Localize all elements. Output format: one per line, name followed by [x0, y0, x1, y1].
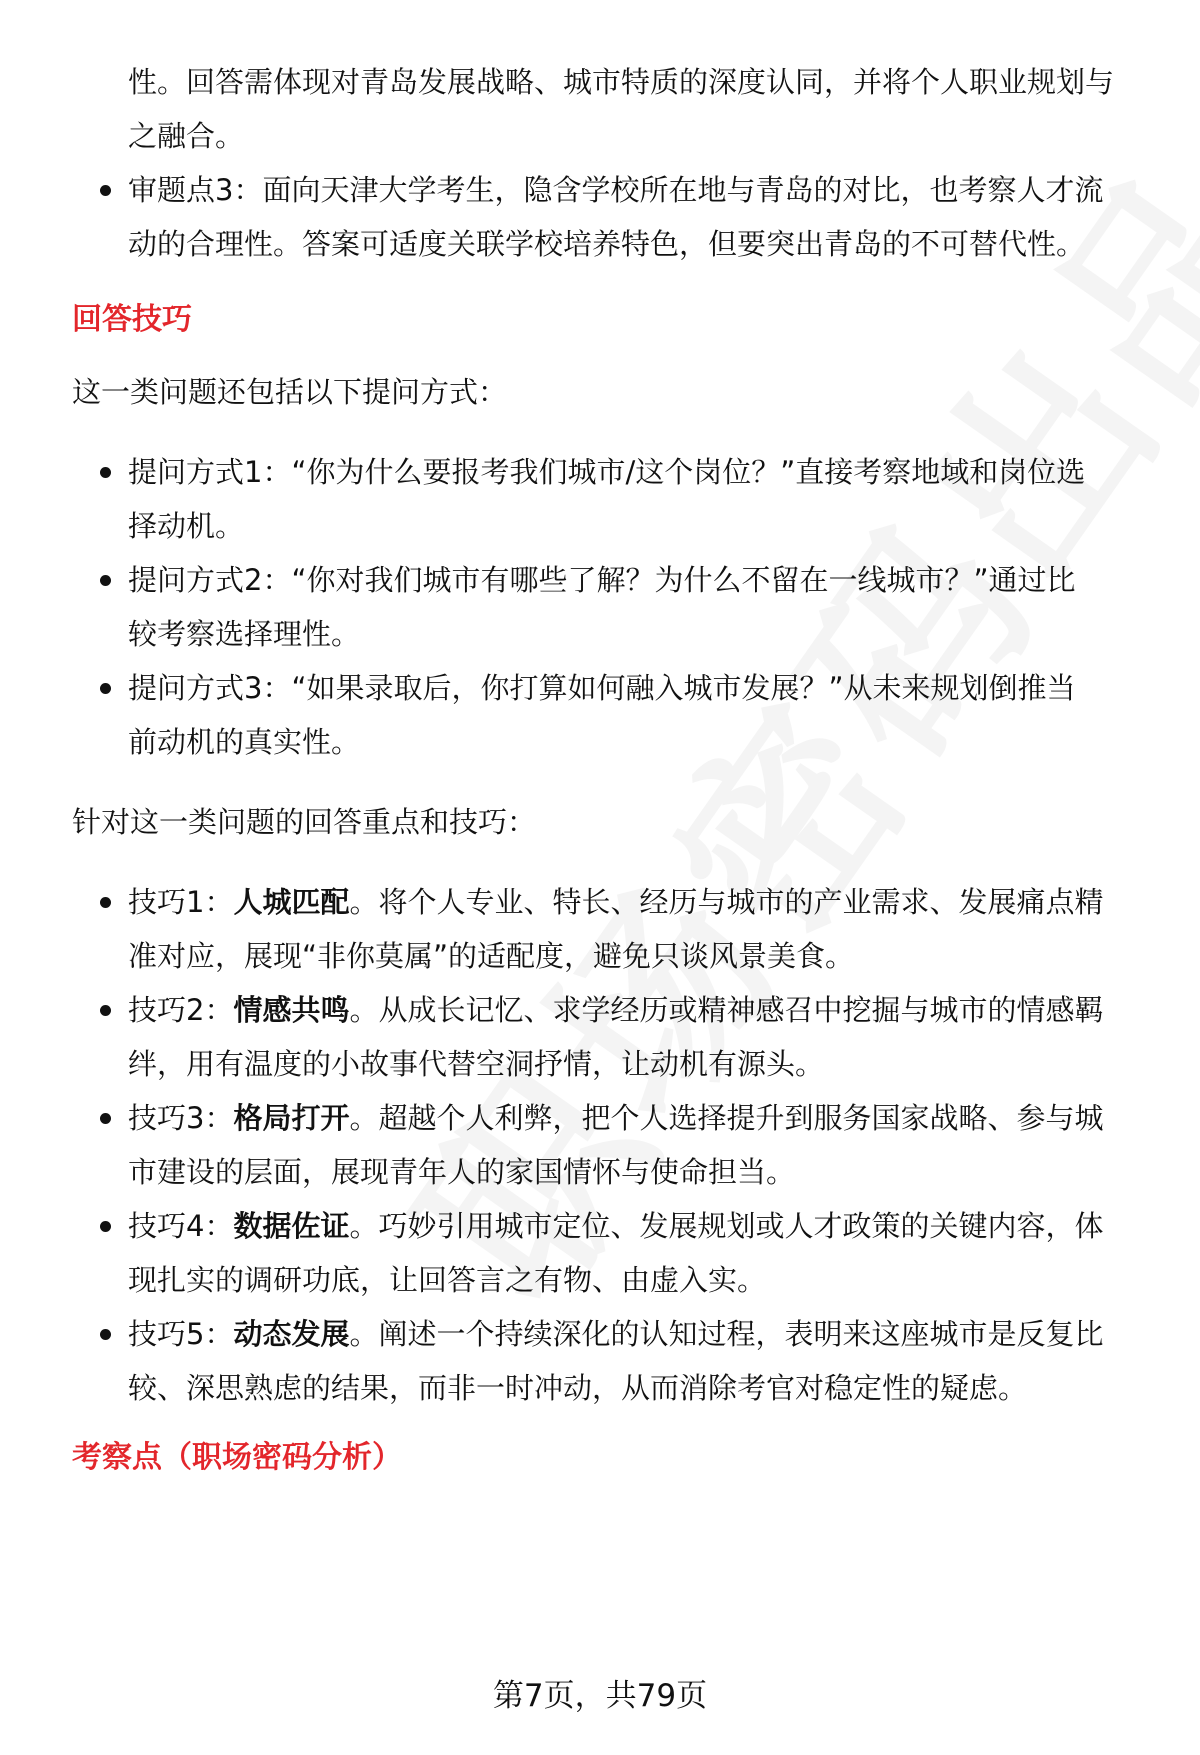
tips-intro: 这一类问题还包括以下提问方式： — [72, 375, 508, 409]
tip-item-2-line2: 绊，用有温度的小故事代替空洞抒情，让动机有源头。 — [128, 1047, 825, 1081]
bullet-dot — [100, 1329, 111, 1340]
tip-keyword: 数据佐证 — [233, 1209, 350, 1243]
tip-keyword: 人城匹配 — [233, 885, 350, 919]
tip-keyword: 格局打开 — [233, 1101, 350, 1135]
tip-text: 。超越个人利弊，把个人选择提升到服务国家战略、参与城 — [349, 1101, 1104, 1135]
bullet-dot — [100, 185, 111, 196]
tip-prefix: 技巧2： — [128, 993, 234, 1027]
section-heading-points: 考察点（职场密码分析） — [72, 1440, 402, 1475]
tip-item-3-line2: 市建设的层面，展现青年人的家国情怀与使命担当。 — [128, 1155, 796, 1189]
tip-prefix: 技巧4： — [128, 1209, 234, 1243]
bullet-dot — [100, 1113, 111, 1124]
tip-text: 。巧妙引用城市定位、发展规划或人才政策的关键内容，体 — [349, 1209, 1104, 1243]
tip-item-5-line1 — [128, 1314, 1103, 1354]
bullet-dot — [100, 683, 111, 694]
tip-item-5-line2: 较、深思熟虑的结果，而非一时冲动，从而消除考官对稳定性的疑虑。 — [128, 1371, 1028, 1405]
focus-intro: 针对这一类问题的回答重点和技巧： — [72, 805, 537, 839]
question-item-2-line2: 较考察选择理性。 — [128, 617, 361, 651]
paragraph-line: 性。回答需体现对青岛发展战略、城市特质的深度认同，并将个人职业规划与 — [128, 65, 1115, 99]
tip-prefix: 技巧3： — [128, 1101, 234, 1135]
tip-keyword: 动态发展 — [233, 1317, 350, 1351]
question-item-1-line1: 提问方式1：“你为什么要报考我们城市/这个岗位？”直接考察地域和岗位选 — [128, 455, 1086, 489]
tip-text: 。将个人专业、特长、经历与城市的产业需求、发展痛点精 — [349, 885, 1104, 919]
tip-item-2-line1 — [128, 990, 1103, 1030]
list-item-point3-line1: 审题点3：面向天津大学考生，隐含学校所在地与青岛的对比，也考察人才流 — [128, 173, 1104, 207]
tip-item-3-line1 — [128, 1098, 1103, 1138]
tip-item-1-line1 — [128, 882, 1103, 922]
question-item-3-line1: 提问方式3：“如果录取后，你打算如何融入城市发展？”从未来规划倒推当 — [128, 671, 1076, 705]
tip-text: 。阐述一个持续深化的认知过程，表明来这座城市是反复比 — [349, 1317, 1104, 1351]
question-item-3-line2: 前动机的真实性。 — [128, 725, 361, 759]
bullet-dot — [100, 1005, 111, 1016]
bullet-dot — [100, 897, 111, 908]
paragraph-line: 之融合。 — [128, 119, 245, 153]
question-item-2-line1: 提问方式2：“你对我们城市有哪些了解？为什么不留在一线城市？”通过比 — [128, 563, 1076, 597]
section-heading-tips: 回答技巧 — [72, 302, 192, 337]
bullet-dot — [100, 467, 111, 478]
tip-item-4-line1 — [128, 1206, 1103, 1246]
list-item-point3-line2: 动的合理性。答案可适度关联学校培养特色，但要突出青岛的不可替代性。 — [128, 227, 1086, 261]
bullet-dot — [100, 1221, 111, 1232]
tip-prefix: 技巧5： — [128, 1317, 234, 1351]
bullet-dot — [100, 575, 111, 586]
tip-prefix: 技巧1： — [128, 885, 234, 919]
tip-item-1-line2: 准对应，展现“非你莫属”的适配度，避免只谈风景美食。 — [128, 939, 855, 973]
page-number: 第7页，共79页 — [492, 1678, 708, 1714]
tip-item-4-line2: 现扎实的调研功底，让回答言之有物、由虚入实。 — [128, 1263, 767, 1297]
question-item-1-line2: 择动机。 — [128, 509, 245, 543]
tip-text: 。从成长记忆、求学经历或精神感召中挖掘与城市的情感羁 — [349, 993, 1104, 1027]
tip-keyword: 情感共鸣 — [233, 993, 350, 1027]
